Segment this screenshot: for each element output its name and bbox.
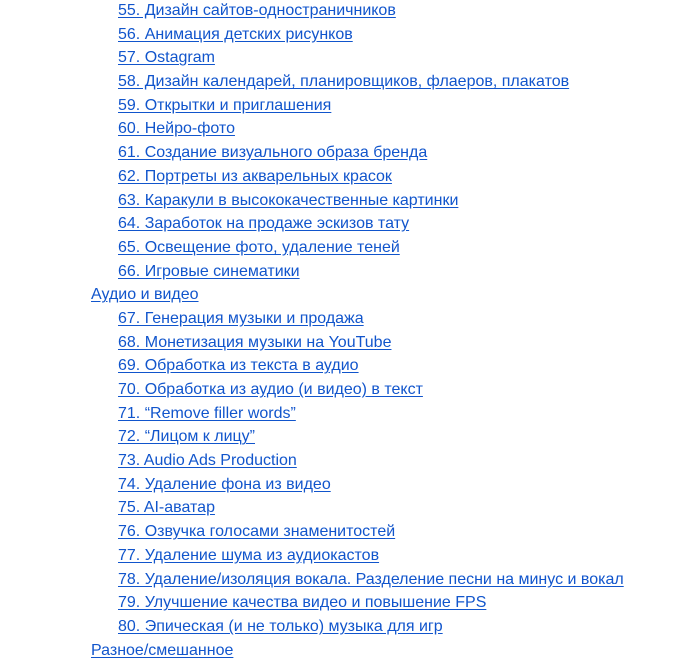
toc-item [0, 331, 680, 355]
toc-item-link[interactable]: 74. Удаление фона из видео [118, 475, 331, 493]
toc-item [0, 23, 680, 47]
toc-item [0, 568, 680, 592]
toc-item-link[interactable]: 76. Озвучка голосами знаменитостей [118, 523, 396, 541]
toc-item [0, 496, 680, 520]
toc-item-link[interactable]: 63. Каракули в высококачественные картинки [118, 191, 459, 209]
toc-item [0, 165, 680, 189]
toc-item-link[interactable]: 72. “Лицом к лицу” [118, 428, 255, 446]
toc-item-link[interactable]: 65. Освещение фото, удаление теней [118, 238, 400, 256]
toc-item-link[interactable]: 64. Заработок на продаже эскизов тату [118, 215, 410, 233]
toc-item-link[interactable]: 58. Дизайн календарей, планировщиков, флаеров, плакатов [118, 73, 570, 91]
toc-item [0, 212, 680, 236]
toc-item [0, 544, 680, 568]
toc-item-link[interactable]: 71. “Remove filler words” [118, 404, 296, 422]
toc-section-heading [0, 283, 680, 307]
toc-item-link[interactable]: 66. Игровые синематики [118, 262, 300, 280]
toc-item [0, 425, 680, 449]
toc-item [0, 473, 680, 497]
toc-item-link[interactable]: 73. Audio Ads Production [118, 452, 297, 470]
toc-item [0, 117, 680, 141]
toc-item [0, 189, 680, 213]
toc-item-link[interactable]: 80. Эпическая (и не только) музыка для игр [118, 617, 443, 635]
toc-item [0, 0, 680, 23]
toc-item [0, 236, 680, 260]
toc-item-link[interactable]: 59. Открытки и приглашения [118, 96, 332, 114]
toc-item-link[interactable]: 57. Ostagram [118, 49, 215, 67]
toc-item-link[interactable]: 62. Портреты из акварельных красок [118, 167, 392, 185]
toc-item-link[interactable]: 70. Обработка из аудио (и видео) в текст [118, 381, 423, 398]
toc-item-link[interactable]: 55. Дизайн сайтов-одностраничников [118, 2, 396, 19]
toc-item-link[interactable]: 61. Создание визуального образа бренда [118, 144, 428, 162]
toc-item [0, 70, 680, 94]
toc-item [0, 354, 680, 378]
toc-section-link[interactable]: Аудио и видео [91, 286, 199, 304]
toc-item [0, 402, 680, 426]
toc-item [0, 307, 680, 331]
toc-item [0, 94, 680, 118]
toc-item [0, 615, 680, 639]
toc-item [0, 378, 680, 402]
toc-item [0, 141, 680, 165]
toc-item [0, 520, 680, 544]
toc-item-link[interactable]: 78. Удаление/изоляция вокала. Разделение песни на минус и вокал [118, 570, 624, 588]
toc-item-link[interactable]: 68. Монетизация музыки на YouTube [118, 333, 392, 351]
toc-item-link[interactable]: 77. Удаление шума из аудиокастов [118, 546, 380, 564]
toc-item-link[interactable]: 60. Нейро-фото [118, 120, 235, 138]
toc-section-link[interactable]: Разное/смешанное [91, 641, 234, 659]
toc-item-link[interactable]: 75. AI-аватар [118, 499, 215, 517]
toc-item [0, 46, 680, 70]
toc-item-link[interactable]: 67. Генерация музыки и продажа [118, 309, 364, 327]
toc-item [0, 591, 680, 615]
toc-item-link[interactable]: 69. Обработка из текста в аудио [118, 357, 359, 375]
toc-section-heading [0, 639, 680, 663]
toc-item [0, 449, 680, 473]
toc-item [0, 260, 680, 284]
toc-item-link[interactable]: 79. Улучшение качества видео и повышение FPS [118, 594, 487, 612]
toc-item-link[interactable]: 56. Анимация детских рисунков [118, 25, 353, 43]
